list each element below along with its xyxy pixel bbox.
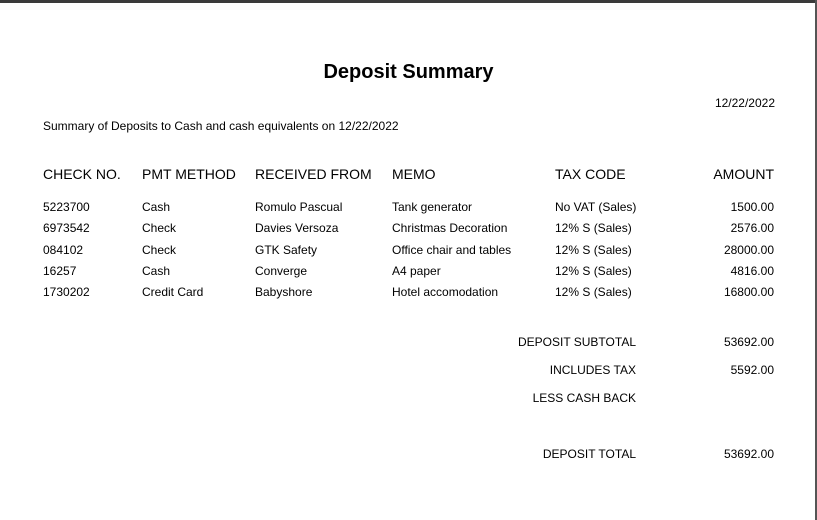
header-tax-code: TAX CODE: [555, 166, 626, 182]
deposit-total-label: DEPOSIT TOTAL: [542, 447, 636, 461]
report-date: 12/22/2022: [714, 96, 775, 110]
cell-check-no: 16257: [43, 264, 77, 278]
cell-check-no: 5223700: [43, 200, 90, 214]
cell-pmt-method: Cash: [142, 200, 171, 214]
header-amount: AMOUNT: [713, 166, 774, 182]
cell-pmt-method: Credit Card: [142, 285, 204, 299]
header-pmt-method: PMT METHOD: [142, 166, 236, 182]
cell-tax-code: 12% S (Sales): [555, 243, 632, 257]
top-border: [0, 0, 817, 3]
cell-received-from: GTK Safety: [255, 243, 318, 257]
cell-received-from: Converge: [255, 264, 308, 278]
cell-amount: 4816.00: [730, 264, 774, 278]
report-title: Deposit Summary: [323, 61, 494, 83]
header-memo: MEMO: [392, 166, 436, 182]
cell-received-from: Romulo Pascual: [255, 200, 343, 214]
cell-memo: Christmas Decoration: [392, 221, 508, 235]
cell-received-from: Babyshore: [255, 285, 313, 299]
includes-tax-label: INCLUDES TAX: [549, 363, 636, 377]
cell-memo: Tank generator: [392, 200, 473, 214]
cell-tax-code: No VAT (Sales): [555, 200, 637, 214]
header-check-no: CHECK NO.: [43, 166, 121, 182]
cell-pmt-method: Check: [142, 221, 177, 235]
cell-memo: Office chair and tables: [392, 243, 512, 257]
cell-received-from: Davies Versoza: [255, 221, 339, 235]
report-subtitle: Summary of Deposits to Cash and cash equivalents on 12/22/2022: [43, 119, 399, 133]
cell-check-no: 6973542: [43, 221, 90, 235]
cell-check-no: 1730202: [43, 285, 90, 299]
deposit-subtotal-value: 53692.00: [723, 335, 774, 349]
cell-amount: 28000.00: [723, 243, 774, 257]
cell-pmt-method: Cash: [142, 264, 171, 278]
includes-tax-value: 5592.00: [730, 363, 774, 377]
deposit-subtotal-label: DEPOSIT SUBTOTAL: [517, 335, 636, 349]
header-received-from: RECEIVED FROM: [255, 166, 372, 182]
cell-amount: 2576.00: [730, 221, 774, 235]
cell-pmt-method: Check: [142, 243, 177, 257]
cell-memo: Hotel accomodation: [392, 285, 499, 299]
cell-tax-code: 12% S (Sales): [555, 264, 632, 278]
cell-tax-code: 12% S (Sales): [555, 221, 632, 235]
cell-memo: A4 paper: [392, 264, 441, 278]
deposit-total-value: 53692.00: [723, 447, 774, 461]
cell-amount: 16800.00: [723, 285, 774, 299]
cell-amount: 1500.00: [730, 200, 774, 214]
cell-check-no: 084102: [43, 243, 84, 257]
less-cash-back-label: LESS CASH BACK: [532, 391, 636, 405]
cell-tax-code: 12% S (Sales): [555, 285, 632, 299]
